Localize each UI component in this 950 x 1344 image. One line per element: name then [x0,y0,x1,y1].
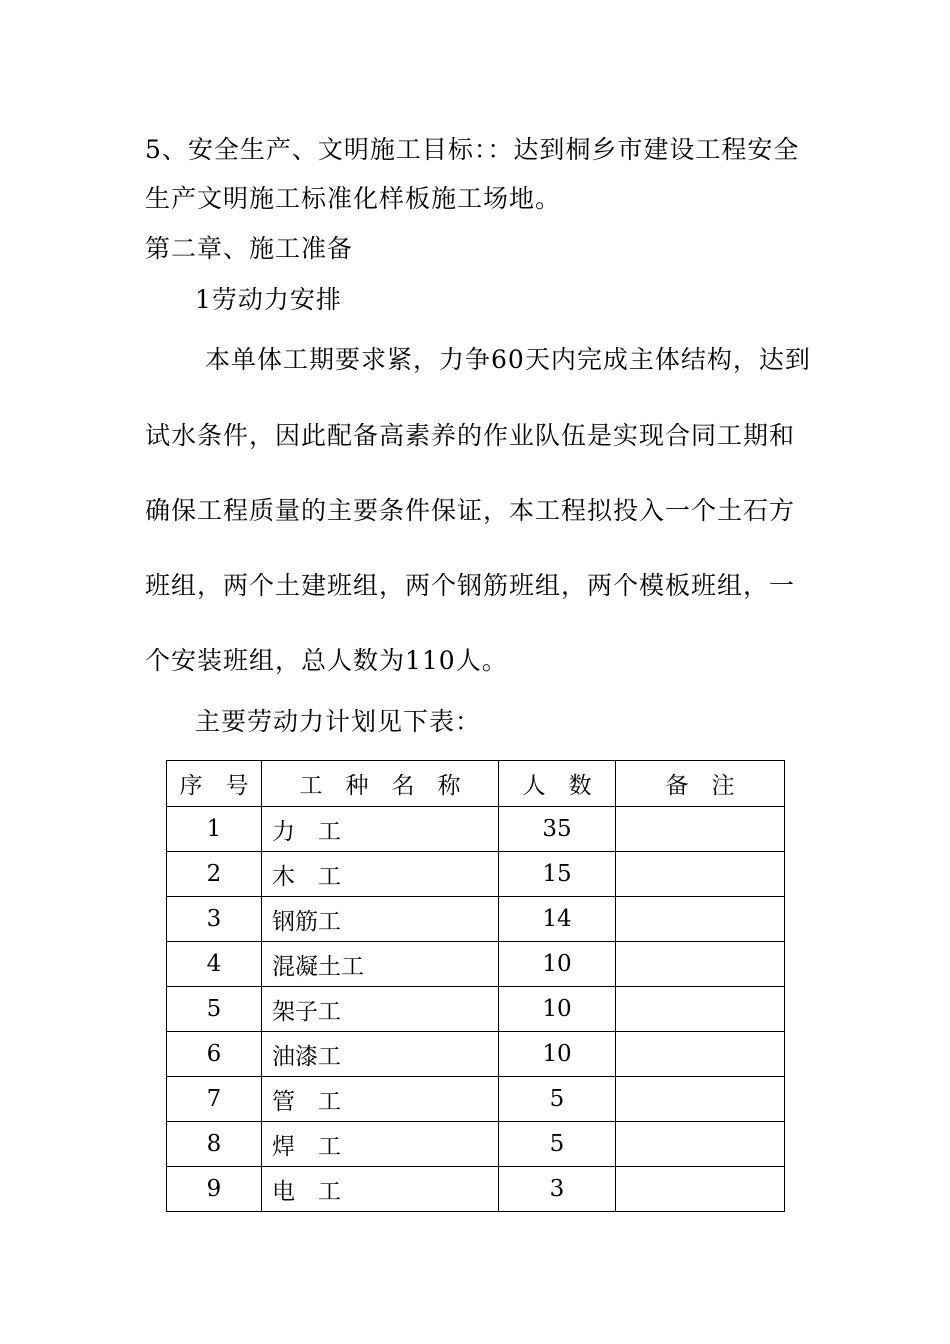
goal-line-2: 生产文明施工标准化样板施工场地。 [145,184,562,213]
row-no: 1 [167,807,262,852]
table-row [167,1077,785,1122]
table-row [167,942,785,987]
paragraph-line-2: 试水条件，因此配备高素养的作业队伍是实现合同工期和 [145,421,796,450]
row-trade: 混凝土工 [262,942,499,987]
row-trade: 钢筋工 [262,897,499,942]
header-trade: 工 种 名 称 [262,761,499,807]
row-note [616,1032,785,1077]
row-no: 3 [167,897,262,942]
labor-plan-table [166,760,785,1212]
row-no: 7 [167,1077,262,1122]
row-note [616,987,785,1032]
row-trade: 焊 工 [262,1122,499,1167]
goal-line-1: 5、安全生产、文明施工目标：：达到桐乡市建设工程安全 [145,135,800,164]
header-note: 备 注 [616,761,785,807]
row-count: 5 [499,1077,616,1122]
paragraph-line-4: 班组，两个土建班组，两个钢筋班组，两个模板班组，一 [145,571,796,600]
row-note [616,1077,785,1122]
row-note [616,852,785,897]
row-no: 9 [167,1167,262,1212]
row-no: 4 [167,942,262,987]
row-count: 15 [499,852,616,897]
paragraph-line-5: 个安装班组，总人数为110人。 [145,646,508,675]
row-no: 6 [167,1032,262,1077]
row-note [616,942,785,987]
row-no: 8 [167,1122,262,1167]
row-note [616,1122,785,1167]
row-trade: 木 工 [262,852,499,897]
paragraph-line-3: 确保工程质量的主要条件保证，本工程拟投入一个土石方 [145,496,796,525]
row-trade: 力 工 [262,807,499,852]
table-row [167,852,785,897]
chapter-heading: 第二章、施工准备 [145,234,354,263]
table-row [167,1122,785,1167]
table-row [167,1167,785,1212]
row-trade: 管 工 [262,1077,499,1122]
row-count: 5 [499,1122,616,1167]
row-trade: 电 工 [262,1167,499,1212]
table-header-row [167,761,785,807]
row-count: 14 [499,897,616,942]
row-no: 2 [167,852,262,897]
header-no: 序 号 [167,761,262,807]
paragraph-line-1: 本单体工期要求紧，力争60天内完成主体结构，达到 [205,345,811,374]
table-row [167,1032,785,1077]
row-count: 10 [499,987,616,1032]
row-trade: 架子工 [262,987,499,1032]
table-row [167,897,785,942]
row-count: 10 [499,1032,616,1077]
row-note [616,1167,785,1212]
row-note [616,897,785,942]
row-count: 10 [499,942,616,987]
section-heading: 1劳动力安排 [195,285,342,314]
row-count: 3 [499,1167,616,1212]
row-note [616,807,785,852]
table-row [167,987,785,1032]
header-count: 人 数 [499,761,616,807]
row-count: 35 [499,807,616,852]
table-intro: 主要劳动力计划见下表： [195,707,482,736]
table-row [167,807,785,852]
row-no: 5 [167,987,262,1032]
row-trade: 油漆工 [262,1032,499,1077]
